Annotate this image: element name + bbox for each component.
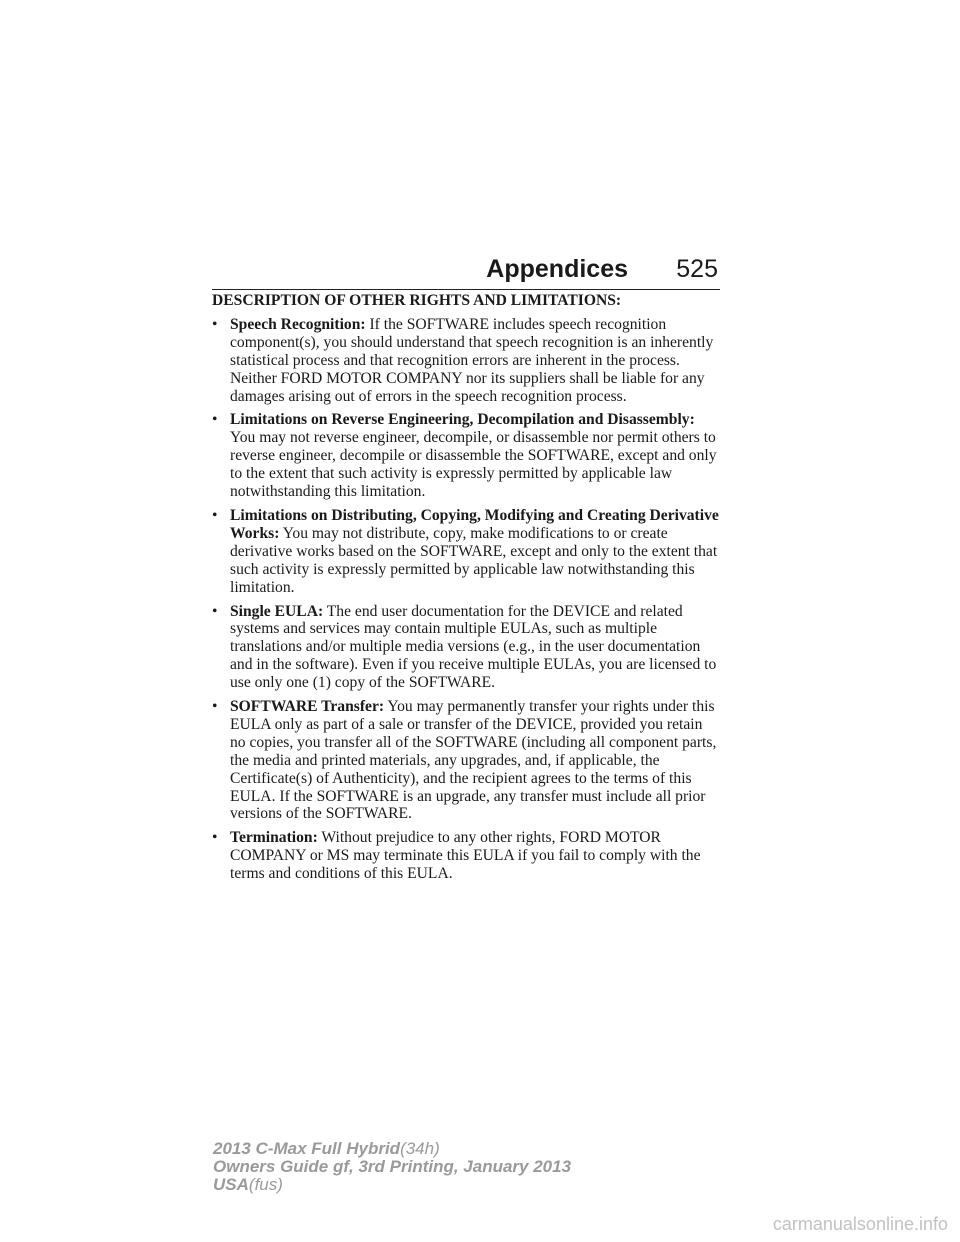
item-term: Single EULA: xyxy=(230,602,324,620)
list-item-single-eula xyxy=(212,603,720,693)
item-term: Speech Recognition: xyxy=(230,315,366,333)
item-text: You may permanently transfer your rights under this EULA only as part of a sale or transfer of the DEVICE, provided you retain no copies, you transfer all of the SOFTWARE (including all component parts, the media and printed materials, any upgrades, and, if applicable, the Certificate(s) of Authenticity), and the recipient agrees to the terms of this EULA. If the SOFTWARE is an upgrade, any transfer must include all prior versions of the SOFTWARE. xyxy=(230,698,717,823)
item-text: Without prejudice to any other rights, FORD MOTOR COMPANY or MS may terminate this EULA if you fail to comply with the terms and conditions of this EULA. xyxy=(230,829,701,883)
footer-market-code: (fus) xyxy=(248,1175,283,1194)
footer-market: USA xyxy=(213,1175,249,1194)
footer-line-1 xyxy=(213,1140,571,1158)
item-term: Limitations on Distributing, Copying, Modifying and Creating Derivative Works: xyxy=(230,506,719,542)
section-heading: DESCRIPTION OF OTHER RIGHTS AND LIMITATIONS: xyxy=(212,292,622,309)
item-text: You may not reverse engineer, decompile, or disassemble nor permit others to reverse engineer, decompile or disassemble the SOFTWARE, except and only to the extent that such activity is expressly permitted by applicable law notwithstanding this limitation. xyxy=(230,429,717,501)
item-term: Limitations on Reverse Engineering, Decompilation and Disassembly: xyxy=(230,411,695,429)
list-item-reverse-engineering xyxy=(212,411,720,501)
bullet-icon: • xyxy=(212,829,218,847)
list-item-speech-recognition xyxy=(212,316,720,406)
item-text: You may not distribute, copy, make modifications to or create derivative works based on the SOFTWARE, except and only to the extent that such activity is expressly permitted by applicable law notwithstanding this limitation. xyxy=(230,524,718,596)
footer-line-3 xyxy=(213,1176,571,1194)
bullet-icon: • xyxy=(212,315,218,333)
page-content xyxy=(212,292,720,889)
item-text: The end user documentation for the DEVICE and related systems and services may contain multiple EULAs, such as multiple translations and/or multiple media versions (e.g., in the user documentation and in the software). Even if you receive multiple EULAs, you are licensed to use only one (1) copy of the SOFTWARE. xyxy=(230,602,717,692)
bullet-icon: • xyxy=(212,602,218,620)
watermark-text: carmanualsonline.info xyxy=(772,1214,948,1234)
footer-model: 2013 C-Max Full Hybrid xyxy=(213,1139,401,1158)
list-item-software-transfer xyxy=(212,698,720,823)
item-term: SOFTWARE Transfer: xyxy=(230,698,385,716)
page-header xyxy=(212,255,720,290)
list-item-distributing-copying xyxy=(212,507,720,597)
bullet-icon: • xyxy=(212,411,218,429)
page-footer xyxy=(213,1140,571,1194)
header-title: Appendices xyxy=(486,255,628,283)
bullet-icon: • xyxy=(212,506,218,524)
footer-line-2: Owners Guide gf, 3rd Printing, January 2013 xyxy=(213,1157,572,1176)
item-text: If the SOFTWARE includes speech recognition component(s), you should understand that speech recognition is an inherently statistical process and that recognition errors are inherent in the process. Neither FORD MOTOR COMPANY nor its suppliers shall be liable for any damages arising out of errors in the speech recognition process. xyxy=(230,315,714,405)
item-term: Termination: xyxy=(230,829,318,847)
list-item-termination xyxy=(212,829,720,883)
bullet-icon: • xyxy=(212,698,218,716)
footer-model-code: (34h) xyxy=(400,1139,440,1158)
page-number: 525 xyxy=(676,255,718,283)
